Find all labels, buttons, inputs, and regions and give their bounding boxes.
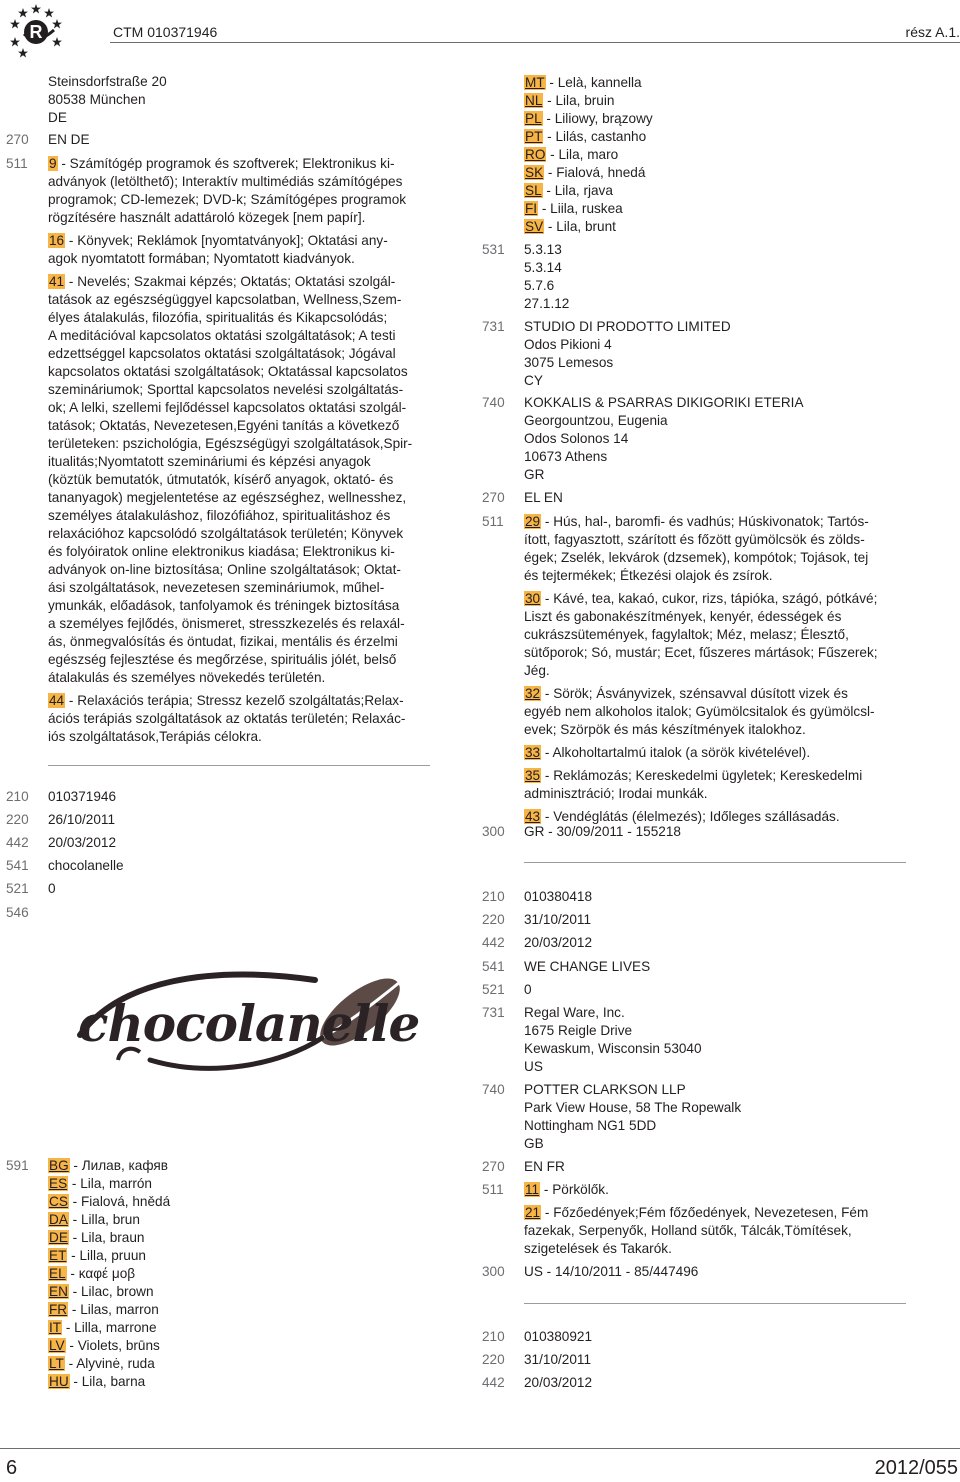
color-item: EN - Lilac, brown — [49, 1284, 154, 1299]
logo-wordmark: chocolanelle — [78, 994, 420, 1053]
color-item: FR - Lilas, marron — [49, 1302, 159, 1317]
color-item: ES - Lila, marrón — [49, 1176, 152, 1191]
representative-block: POTTER CLARKSON LLP Park View House, 58 The Ropewalk Nottingham NG1 5DD GB — [524, 1082, 742, 1151]
color-item: MT - Lelà, kannella — [525, 75, 642, 90]
class-item: 11 - Pörkölők. — [525, 1182, 609, 1197]
class-item: 33 - Alkoholtartalmú italok (a sörök kivételével). — [525, 745, 811, 760]
euipo-logo — [6, 2, 66, 62]
inid-code: 541 — [6, 858, 29, 873]
languages: EN DE — [48, 132, 90, 147]
color-item: LT - Alyvinė, ruda — [49, 1356, 155, 1371]
inid-code: 220 — [482, 1352, 505, 1367]
class-number: 29 — [525, 514, 541, 529]
representative-block: KOKKALIS & PSARRAS DIKIGORIKI ETERIA Georgountzou, Eugenia Odos Solonos 14 10673 Athens GR — [524, 395, 804, 482]
inid-code: 300 — [482, 824, 505, 839]
inid-code: 442 — [6, 835, 29, 850]
inid-code: 210 — [482, 889, 505, 904]
color-item: ET - Lilla, pruun — [49, 1248, 146, 1263]
inid-code: 270 — [6, 132, 29, 147]
class-number: 43 — [525, 809, 541, 824]
owner-address — [48, 73, 167, 149]
color-item: SK - Fialová, hnedá — [525, 165, 646, 180]
header-rule — [110, 42, 960, 43]
logo-letter: R — [29, 22, 43, 42]
color-item: SL - Lila, rjava — [525, 183, 613, 198]
inid-code: 210 — [6, 789, 29, 804]
publication-date: 20/03/2012 — [524, 935, 593, 950]
vienna-classes: 5.3.13 5.3.14 5.7.6 27.1.12 — [524, 242, 570, 311]
page-number: 6 — [6, 1457, 18, 1479]
class-number: 41 — [49, 274, 65, 289]
owner-block: STUDIO DI PRODOTTO LIMITED Odos Pikioni 4 3075 Lemesos CY — [524, 319, 731, 388]
filing-date: 31/10/2011 — [524, 1352, 592, 1367]
color-item: DE - Lila, braun — [49, 1230, 145, 1245]
class-number: 32 — [525, 686, 541, 701]
class-number: 21 — [525, 1205, 541, 1220]
inid-code: 442 — [482, 1375, 505, 1390]
class-number: 35 — [525, 768, 541, 783]
color-item: DA - Lilla, brun — [49, 1212, 140, 1227]
publication-date: 20/03/2012 — [48, 835, 117, 850]
section-label: rész A.1. — [905, 24, 960, 40]
inid-code: 740 — [482, 1082, 505, 1097]
color-item: CS - Fialová, hnědá — [49, 1194, 171, 1209]
priority-claim: GR - 30/09/2011 - 155218 — [524, 824, 681, 839]
inid-code: 270 — [482, 1159, 505, 1174]
record-separator — [524, 862, 906, 863]
class-item: 43 - Vendéglátás (élelmezés); Időleges szállásadás. — [525, 809, 840, 824]
class-item: 41 - Nevelés; Szakmai képzés; Oktatás; Oktatási szolgál- tatások az egészségüggyel kapcsolatban, Wellness,Szem- élyes átalakulás, filozófia, spiritualitás és Kikapcsolódás; A meditációval kapcsolatos oktatási szolgáltatások; A testi edzettséggel kapcsolatos oktatási szolgáltatások; Jógával kapcsolatos oktatási szolgáltatások; Oktatással kapcsolatos szemináriumok; Sporttal kapcsolatos nevelési szolgáltatás- ok; A lelki, szellemi fejlődéssel kapcsolatos oktatási szolgál- tatások; Oktatás, Nevezetesen,Egyéni tanítás a következő területeken: pszichológia, Egészségügyi szolgáltatások,Spir- itualitás;Nyomtatott szemináriumi és képzési anyagok (köztük bemutatók, útmutatók, kísérő anyagok, oktató- és tananyagok) megjelentetése az egészséghez, wellnesshez, személyes átalakuláshoz, filozófiához, spiritualitáshoz és relaxációhoz kapcsolódó szolgáltatások területén; Könyvek és folyóiratok online elektronikus kiadása; Elektronikus ki- adványok on-line biztosítása; Online szolgáltatások; Oktat- ási szolgáltatások, nevezetesen szemináriumok, műhel- ymunkák, előadások, tanfolyamok és tréningek biztosítása a személyes fejlődés, önismeret, stresszkezelés és relaxál- ás, önmegvalósítás és öntudat, fizikai, mentális és érzelmi egészség fejlesztése és megőrzése, spirituális jólét, belső átalakulás és személyes növekedés területén. — [48, 274, 413, 685]
inid-code: 300 — [482, 1264, 505, 1279]
class-item: 32 - Sörök; Ásványvizek, szénsavval dúsított vizek és egyéb nem alkoholos italok; Gyümölcsitalok és gyümölcsl- evek; Szörpök és más készítmények italokhoz. — [524, 686, 875, 737]
inid-code: 220 — [6, 812, 29, 827]
class-number: 30 — [525, 591, 541, 606]
class-item: 9 - Számítógép programok és szoftverek; Elektronikus ki- adványok (letölthető); Interaktív multimédiás számítógépes programok; CD-lemezek; DVD-k; Számítógépes programok rögzítésére használt adattároló közegek [nem papír]. — [48, 156, 407, 225]
application-number: 010380418 — [524, 889, 593, 904]
color-item: RO - Lila, maro — [525, 147, 619, 162]
class-item: 21 - Főzőedények;Fém főzőedények, Nevezetesen, Fém fazekak, Serpenyők, Holland sütők, Tálcák,Tömítések, szigetelések és Takarók. — [524, 1205, 869, 1256]
address-line: Steinsdorfstraße 20 — [48, 74, 167, 89]
inid-code: 531 — [482, 242, 505, 257]
color-item: LV - Violets, brūns — [49, 1338, 160, 1353]
address-line: 80538 München — [48, 92, 146, 107]
publication-date: 20/03/2012 — [524, 1375, 593, 1390]
inid-code: 511 — [482, 514, 504, 529]
inid-code: 546 — [6, 905, 29, 920]
header — [0, 0, 960, 45]
class-item: 16 - Könyvek; Reklámok [nyomtatványok]; Oktatási any- agok nyomtatott formában; Nyomtatott kiadványok. — [48, 233, 388, 266]
goods-services-list — [524, 1181, 914, 1258]
record-separator — [524, 1303, 906, 1304]
inid-code: 731 — [482, 1005, 505, 1020]
record-separator — [48, 765, 430, 766]
issue-number: 2012/055 — [874, 1457, 958, 1479]
inid-code: 210 — [482, 1329, 505, 1344]
inid-code: 270 — [482, 490, 505, 505]
inid-code: 511 — [482, 1182, 504, 1197]
color-item: PT - Lilás, castanho — [525, 129, 647, 144]
class-item: 35 - Reklámozás; Kereskedelmi ügyletek; Kereskedelmi adminisztráció; Irodai munkák. — [524, 768, 863, 801]
inid-code: 740 — [482, 395, 505, 410]
class-item: 44 - Relaxációs terápia; Stressz kezelő szolgáltatás;Relax- ációs terápiás szolgáltatások az oktatás területén; Relaxác- iós szolgáltatások,Terápiás célokra. — [48, 693, 406, 744]
color-item: IT - Lilla, marrone — [49, 1320, 157, 1335]
inid-code: 442 — [482, 935, 505, 950]
footer-rule — [0, 1448, 960, 1449]
goods-services-list — [48, 155, 433, 746]
inid-code: 731 — [482, 319, 505, 334]
trademark-logo — [60, 960, 420, 1080]
mark-value: 0 — [524, 982, 532, 997]
goods-services-list — [524, 513, 914, 826]
address-line: DE — [48, 110, 67, 125]
color-item: HU - Lila, barna — [49, 1374, 146, 1389]
priority-claim: US - 14/10/2011 - 85/447496 — [524, 1264, 699, 1279]
inid-code: 591 — [6, 1158, 29, 1173]
application-number: 010380921 — [524, 1329, 593, 1344]
languages: EL EN — [524, 490, 563, 505]
class-number: 11 — [525, 1182, 540, 1197]
class-number: 44 — [49, 693, 65, 708]
mark-text: chocolanelle — [48, 858, 124, 873]
color-item: FI - Liila, ruskea — [525, 201, 623, 216]
mark-text: WE CHANGE LIVES — [524, 959, 651, 974]
document-id: CTM 010371946 — [113, 24, 218, 40]
color-item: EL - καφέ μοβ — [49, 1266, 136, 1281]
inid-code: 220 — [482, 912, 505, 927]
filing-date: 26/10/2011 — [48, 812, 116, 827]
color-list — [48, 1157, 170, 1391]
color-item: BG - Лилав, кафяв — [49, 1158, 168, 1173]
inid-code: 511 — [6, 156, 28, 171]
inid-code: 541 — [482, 959, 505, 974]
languages: EN FR — [524, 1159, 565, 1174]
color-list-continued — [524, 74, 653, 236]
color-item: NL - Lila, bruin — [525, 93, 615, 108]
color-item: PL - Liliowy, brązowy — [525, 111, 653, 126]
class-number: 33 — [525, 745, 541, 760]
color-item: SV - Lila, brunt — [525, 219, 616, 234]
inid-code: 521 — [6, 881, 29, 896]
application-number: 010371946 — [48, 789, 117, 804]
class-number: 9 — [49, 156, 57, 171]
filing-date: 31/10/2011 — [524, 912, 592, 927]
mark-value: 0 — [48, 881, 56, 896]
class-number: 16 — [49, 233, 65, 248]
class-item: 29 - Hús, hal-, baromfi- és vadhús; Húskivonatok; Tartós- ított, fagyasztott, szárított és főzött gyümölcsök és zölds- égek; Zselék, lekvárok (dzsemek), kompótok; Tojások, tej és tejtermékek; Étkezési olajok és zsírok. — [524, 514, 869, 583]
class-item: 30 - Kávé, tea, kakaó, cukor, rizs, tápióka, szágó, pótkávé; Liszt és gabonakészítmények, kenyér, édességek és cukrászsütemények, fagylaltok; Méz, melasz; Élesztő, sütőporok; Só, mustár; Ecet, fűszeres mártások; Fűszerek; Jég. — [524, 591, 878, 678]
owner-block: Regal Ware, Inc. 1675 Reigle Drive Kewaskum, Wisconsin 53040 US — [524, 1005, 702, 1074]
inid-code: 521 — [482, 982, 505, 997]
